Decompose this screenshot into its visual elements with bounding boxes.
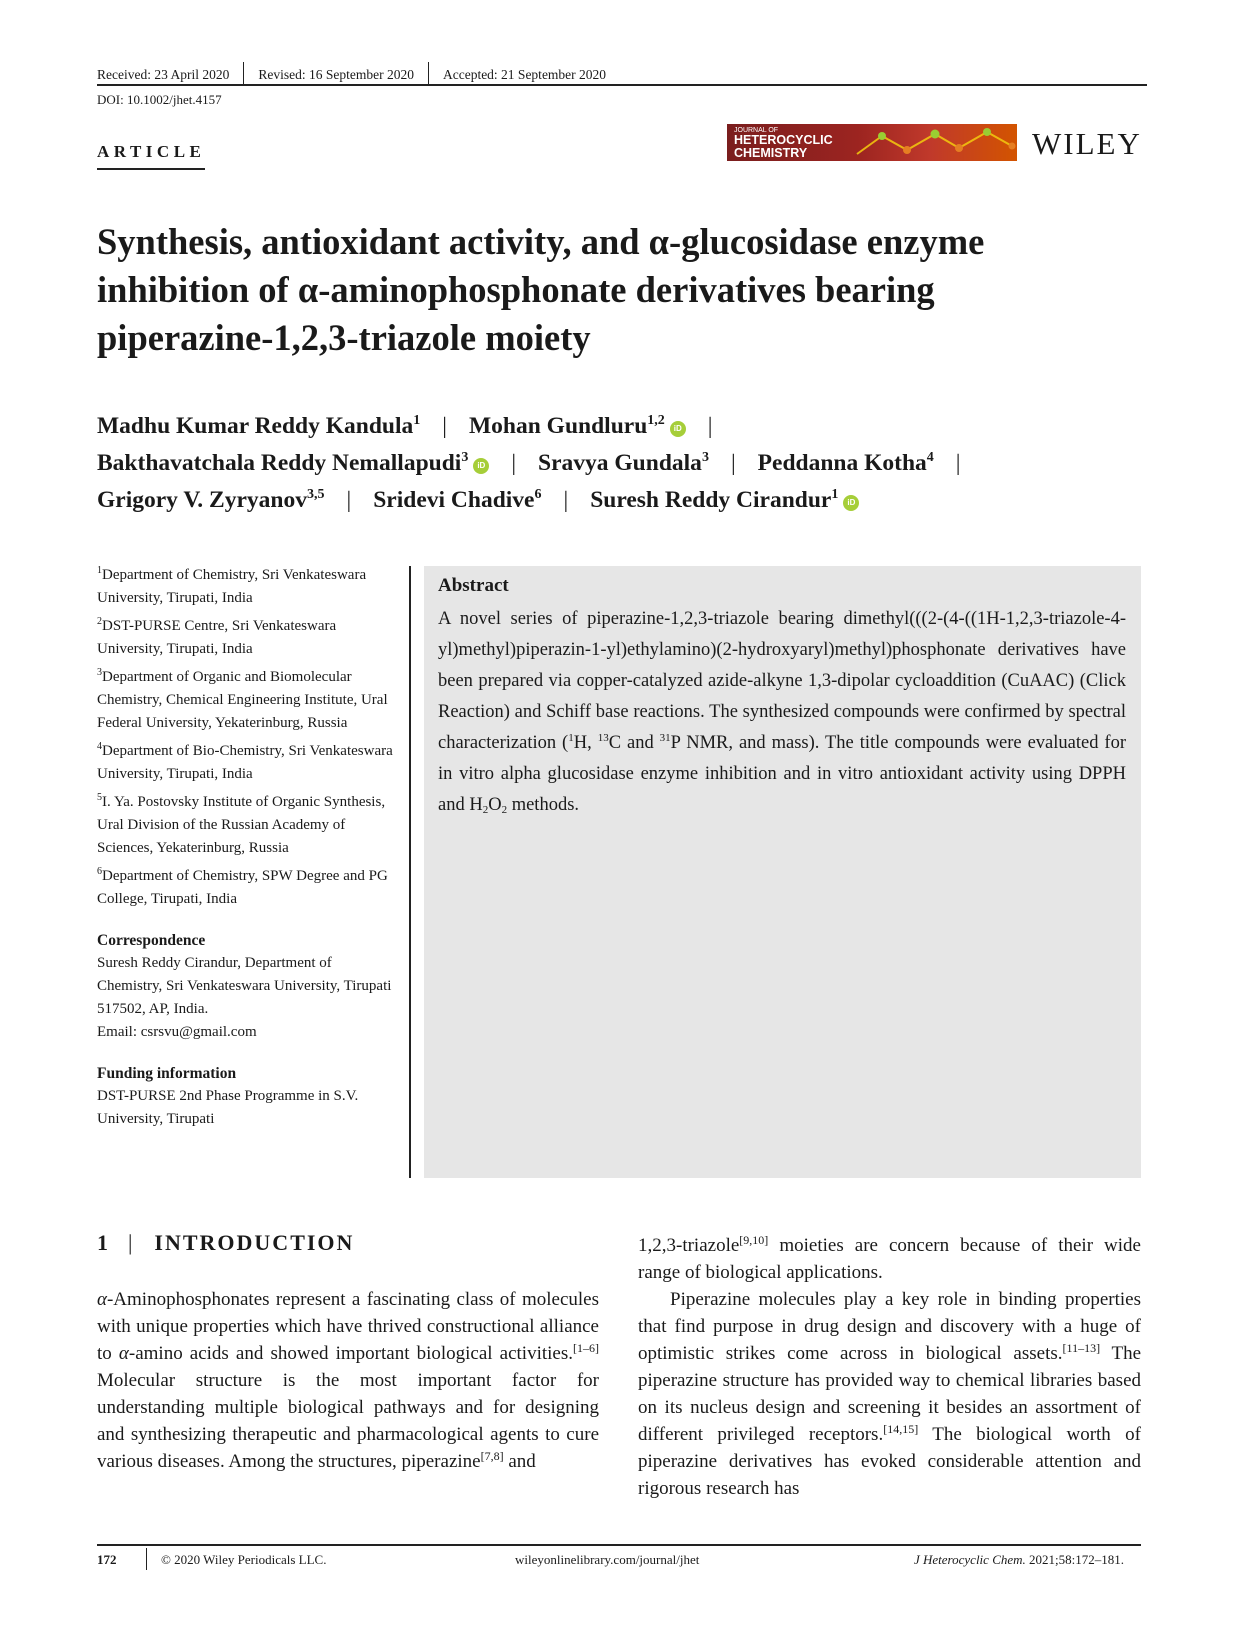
orcid-icon[interactable]: iD xyxy=(473,458,489,474)
funding-heading: Funding information xyxy=(97,1065,237,1082)
copyright: © 2020 Wiley Periodicals LLC. xyxy=(161,1552,327,1567)
author-affiliation: 1 xyxy=(831,487,839,502)
article-title xyxy=(97,218,1157,362)
footer-divider xyxy=(146,1548,147,1570)
article-underline xyxy=(97,168,205,170)
citation-ref[interactable]: [11–13] xyxy=(1062,1341,1101,1355)
affiliation: $^1$Department of Chemistry, Sri Venkateswara University, Tirupati, India xyxy=(97,565,367,606)
correspondence-heading: Correspondence xyxy=(97,932,206,949)
author-name[interactable]: Sravya Gundala xyxy=(538,450,702,476)
dates-line xyxy=(97,62,606,80)
orcid-icon[interactable]: iD xyxy=(670,421,686,437)
orcid-icon[interactable]: iD xyxy=(843,495,859,511)
abstract-heading: Abstract xyxy=(438,575,509,596)
intro-left-column xyxy=(97,1286,599,1475)
affiliation: $^3$Department of Organic and Biomolecular Chemistry, Chemical Engineering Institute, Ural Federal University, Yekaterinburg, Russia xyxy=(97,667,388,731)
citation-ref[interactable]: [14,15] xyxy=(883,1422,919,1436)
abstract-text: A novel series of piperazine-1,2,3-triazole bearing dimethyl(((2-(4-((1H-1,2,3-triazole-4-yl)methyl)piperazin-1-yl)ethylamino)(2-hydroxyaryl)methyl)phosphonate derivatives have been prepared via copper-catalyzed azide-alkyne 1,3-dipolar cycloaddition (CuAAC) (Click Reaction) and Schiff base reactions. The synthesized compounds were confirmed by spectral characterization ($^1$H, $^{13}$C and $^{31}$P NMR, and mass). The title compounds were evaluated for in vitro alpha glucosidase enzyme inhibition and in vitro antioxidant activity using DPPH and $H_2O_2$ methods. xyxy=(438,609,1126,816)
affiliation: $^5$I. Ya. Postovsky Institute of Organic Synthesis, Ural Division of the Russian Academy of Sciences, Yekaterinburg, Russia xyxy=(97,792,386,856)
citation-ref[interactable]: [9,10] xyxy=(739,1233,769,1247)
author-name[interactable]: Peddanna Kotha xyxy=(757,450,927,476)
author-affiliation: 4 xyxy=(926,450,934,465)
title-line: piperazine-1,2,3-triazole moiety xyxy=(97,317,591,358)
paragraph: Piperazine molecules play a key role in binding properties that find purpose in drug design and discovery with a huge of optimistic strikes come across in biological assets.[11–13] The piperazine structure has provided way to chemical libraries based on its nucleus design and screening it besides an assortment of different privileged receptors.[14,15] The biological worth of piperazine derivatives has evoked considerable attention and rigorous research has xyxy=(638,1289,1141,1499)
author-name[interactable]: Suresh Reddy Cirandur xyxy=(590,487,832,513)
author-name[interactable]: Madhu Kumar Reddy Kandula xyxy=(97,413,414,439)
author-name[interactable]: Grigory V. Zyryanov xyxy=(97,487,307,513)
revised-date: Revised: 16 September 2020 xyxy=(258,67,414,82)
title-line: inhibition of α-aminophosphonate derivatives bearing xyxy=(97,269,935,310)
correspondence-text: Suresh Reddy Cirandur, Department of Chemistry, Sri Venkateswara University, Tirupati 517502, AP, India. Email: csrsvu@gmail.com xyxy=(97,955,392,1040)
affiliation: $^6$Department of Chemistry, SPW Degree and PG College, Tirupati, India xyxy=(97,866,388,907)
affiliations-sidebar xyxy=(97,564,397,1131)
accepted-date: Accepted: 21 September 2020 xyxy=(442,67,607,82)
author-affiliation: 1,2 xyxy=(647,413,665,428)
citation-ref[interactable]: [1–6] xyxy=(573,1341,599,1355)
page-number: 172 xyxy=(97,1552,117,1567)
footer-rule xyxy=(97,1544,1141,1546)
publisher-logo[interactable]: WILEY xyxy=(1032,126,1142,161)
doi[interactable]: DOI: 10.1002/jhet.4157 xyxy=(97,92,222,107)
divider xyxy=(243,62,244,86)
funding-text: DST-PURSE 2nd Phase Programme in S.V. University, Tirupati xyxy=(97,1088,359,1127)
received-date: Received: 23 April 2020 xyxy=(97,67,230,82)
journal-logo-small: JOURNAL OF xyxy=(734,127,779,134)
journal-citation: J Heterocyclic Chem. 2021;58:172–181. xyxy=(914,1552,1125,1567)
author-affiliation: 3 xyxy=(701,450,709,465)
affiliation: $^4$Department of Bio-Chemistry, Sri Venkateswara University, Tirupati, India xyxy=(97,741,393,782)
author-list: Madhu Kumar Reddy Kandula$^1$ | Mohan Gundluru$^{1,2}$iD | Bakthavatchala Reddy Nemallapudi$^3$iD | Sravya Gundala$^3$ | Peddanna Kotha$^4$ | Grigory V. Zyryanov$^{3,5}$ | Sridevi Chadive$^6$ | Suresh Reddy Cirandur$^1$iD xyxy=(97,413,961,513)
intro-right-column xyxy=(638,1232,1141,1502)
author-affiliation: 6 xyxy=(534,487,542,502)
author-affiliation: 1 xyxy=(413,413,421,428)
author-name[interactable]: Mohan Gundluru xyxy=(468,413,648,439)
section-heading: 1 | INTRODUCTION xyxy=(97,1230,355,1255)
author-affiliation: 3 xyxy=(461,450,469,465)
journal-logo-line2: CHEMISTRY xyxy=(734,145,808,160)
journal-url[interactable]: wileyonlinelibrary.com/journal/jhet xyxy=(515,1552,700,1567)
author-affiliation: 3,5 xyxy=(307,487,325,502)
article-type: ARTICLE xyxy=(97,142,206,161)
paragraph: 1,2,3-triazole[9,10] moieties are concern because of their wide range of biological applications. xyxy=(638,1233,1141,1283)
author-name[interactable]: Sridevi Chadive xyxy=(373,487,535,513)
journal-logo-line1: HETEROCYCLIC xyxy=(734,133,833,147)
author-name[interactable]: Bakthavatchala Reddy Nemallapudi xyxy=(97,450,462,476)
sidebar-divider xyxy=(409,566,411,1178)
title-line: Synthesis, antioxidant activity, and α-glucosidase enzyme xyxy=(97,221,985,262)
paragraph: α-Aminophosphonates represent a fascinating class of molecules with unique properties which have thrived constructional alliance to α-amino acids and showed important biological activities.[1–6] Molecular structure is the most important factor for understanding multiple biological pathways and for designing and synthesizing therapeutic and pharmacological agents to cure various diseases. Among the structures, piperazine[7,8] and xyxy=(97,1289,599,1472)
header-rule xyxy=(97,84,1147,86)
divider xyxy=(428,62,429,86)
affiliation: $^2$DST-PURSE Centre, Sri Venkateswara University, Tirupati, India xyxy=(97,616,337,657)
molecule-graphic xyxy=(847,124,1017,161)
correspondence-email[interactable]: Email: csrsvu@gmail.com xyxy=(97,1024,257,1040)
citation-ref[interactable]: [7,8] xyxy=(480,1449,504,1463)
journal-logo[interactable] xyxy=(727,124,1017,161)
